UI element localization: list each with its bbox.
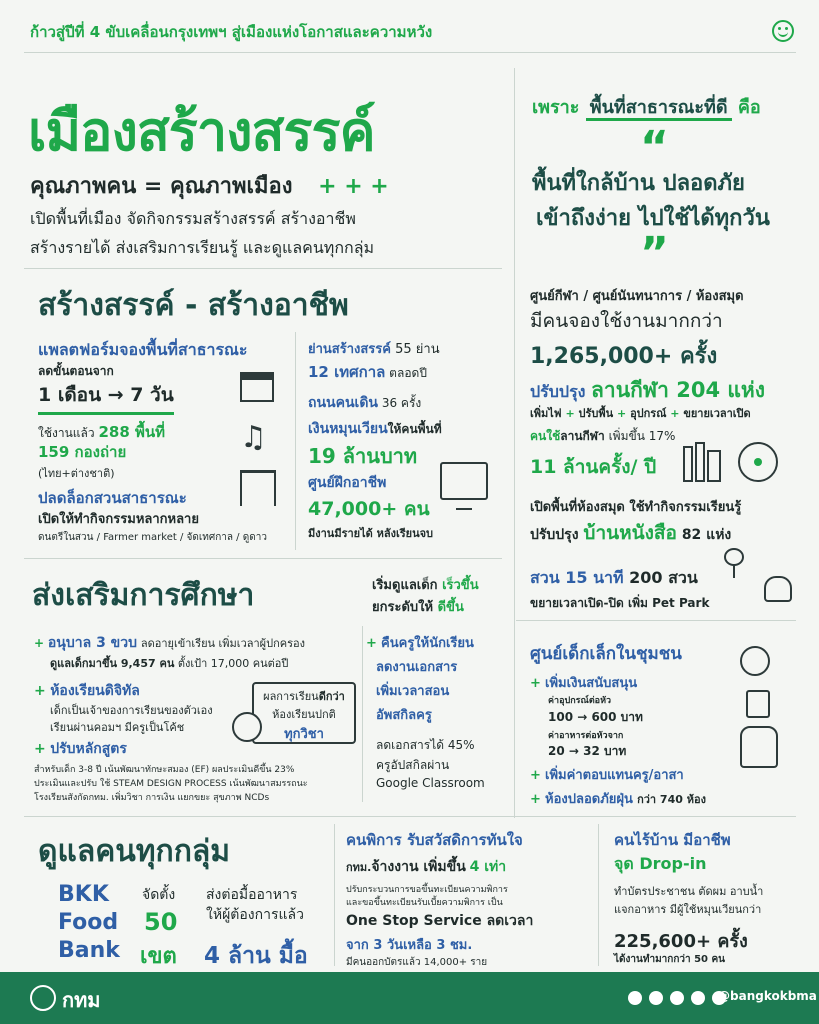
quote-line-2: เข้าถึงง่าย ไปใช้ได้ทุกวัน — [536, 206, 770, 231]
money-line: เงินหมุนเวียนให้คนพื้นที่ — [308, 421, 442, 437]
digital-desc-2: เรียนผ่านคอมฯ มีครูเป็นโค้ช — [50, 721, 185, 734]
hero-title: เมืองสร้างสรรค์ — [28, 100, 375, 163]
fields-line: ปรับปรุง ลานกีฬา 204 แห่ง — [530, 378, 766, 402]
reduce-label: ลดขั้นตอนจาก — [38, 364, 114, 378]
homeless-title: คนไร้บ้าน มีอาชีพ — [614, 831, 731, 849]
quote-open: “ — [640, 122, 669, 173]
smile-icon — [772, 20, 794, 42]
facebook-icon[interactable] — [649, 991, 663, 1005]
walk-line: ถนนคนเดิน 36 ครั้ง — [308, 395, 422, 411]
equip-value: 100 → 600 บาท — [548, 710, 643, 724]
award-ribbon-icon — [232, 712, 262, 742]
dust-rooms: + ห้องปลอดภัยฝุ่น กว่า 740 ห้อง — [530, 792, 706, 807]
teacher-3: เพิ่มเวลาสอน — [376, 684, 450, 699]
food-value: 20 → 32 บาท — [548, 744, 627, 758]
footer-logo-text: กทม — [62, 988, 101, 1012]
kinder-line: + อนุบาล 3 ขวบ ลดอายุเข้าเรียน เพิ่มเวลาผู้ปกครอง — [34, 635, 305, 651]
cards-issued: มีคนออกบัตรแล้ว 14,000+ ราย — [346, 957, 488, 968]
training-value: 47,000+ คน — [308, 498, 430, 520]
edu-note-1: สำหรับเด็ก 3-8 ปี เน้นพัฒนาทักษะสมอง (EF) ผลประเมินดีขึ้น 23% — [34, 765, 295, 775]
header-title: ก้าวสู่ปีที่ 4 ขับเคลื่อนกรุงเทพฯ สู่เมืองแห่งโอกาสและความหวัง — [30, 23, 433, 41]
fifty: 50 — [144, 908, 178, 936]
park-line: สวน 15 นาที 200 สวน — [530, 568, 698, 587]
teacher-2: ลดงานเอกสาร — [376, 660, 458, 675]
hero-desc-1: เปิดพื้นที่เมือง จัดกิจกรรมสร้างสรรค์ สร้างอาชีพ — [30, 209, 356, 228]
hire-line: กทม.จ้างงาน เพิ่มขึ้น 4 เท่า — [346, 859, 507, 875]
teacher-1: + คืนครูให้นักเรียน — [366, 636, 474, 651]
bma-logo-icon — [30, 985, 56, 1011]
bookings-label: มีคนจองใช้งานมากกว่า — [530, 310, 723, 332]
crews-note: (ไทย+ต่างชาติ) — [38, 467, 115, 480]
per-year: 11 ล้านครั้ง/ ปี — [530, 456, 657, 478]
because-line: เพราะ พื้นที่สาธารณะที่ดี คือ — [532, 92, 761, 121]
result-box: ผลการเรียนดีกว่า ห้องเรียนปกติ ทุกวิชา — [252, 682, 356, 744]
line-icon[interactable] — [691, 991, 705, 1005]
districts-line: ย่านสร้างสรรค์ 55 ย่าน — [308, 342, 440, 357]
bkk-3: Bank — [58, 938, 120, 963]
books-icon — [683, 442, 723, 482]
swing-icon — [240, 470, 276, 506]
reduce-from-to: 1 เดือน → 7 วัน — [38, 380, 174, 415]
field-improvements: เพิ่มไฟ + ปรับพื้น + อุปกรณ์ + ขยายเวลาเปิด — [530, 407, 751, 420]
doc-reduce: ลดเอกสารได้ 45% — [376, 738, 475, 752]
edu-note-3: โรงเรียนสังกัดกทม. เพิ่มวิชา การเงิน แยกขยะ สุขภาพ NCDs — [34, 793, 270, 803]
tree-icon — [722, 548, 750, 578]
deliver-2: ให้ผู้ต้องการแล้ว — [206, 907, 304, 923]
classroom: Google Classroom — [376, 776, 485, 790]
upskill: ครูอัปสกิลผ่าน — [376, 758, 450, 772]
hero-desc-2: สร้างรายได้ ส่งเสริมการเรียนรู้ และดูแลคนทุกกลุ่ม — [30, 238, 375, 257]
training-note: มีงานมีรายได้ หลังเรียนจบ — [308, 527, 434, 540]
dropin-desc-1: ทำบัตรประชาชน ตัดผม อาบน้ำ — [614, 885, 764, 898]
digital-desc-1: เด็กเป็นเจ้าของการเรียนของตัวเอง — [50, 704, 213, 717]
field-users: คนใช้ลานกีฬา เพิ่มขึ้น 17% — [530, 429, 676, 443]
book-house-line: ปรับปรุง บ้านหนังสือ 82 แห่ง — [530, 522, 732, 544]
curriculum-title: + ปรับหลักสูตร — [34, 741, 127, 757]
pet-icon — [764, 576, 792, 602]
training-label: ศูนย์ฝึกอาชีพ — [308, 475, 387, 491]
edu-note-2: ประเมินและปรับ ใช้ STEAM DESIGN PROCESS เน้นพัฒนาสมรรถนะ — [34, 779, 308, 789]
library-line: เปิดพื้นที่ห้องสมุด ใช้ทำกิจกรรมเรียนรู้ — [530, 500, 742, 515]
dropin-desc-2: แจกอาหาร มีผู้ใช้หมุนเวียนกว่า — [614, 903, 762, 916]
unlock-list: ดนตรีในสวน / Farmer market / จัดเทศกาล / ดูดาว — [38, 532, 267, 543]
park-extend: ขยายเวลาเปิด-ปิด เพิ่ม Pet Park — [530, 596, 710, 610]
kinder-care: ดูแลเด็กมาขึ้น 9,457 คน ตั้งเป้า 17,000 คนต่อปี — [50, 657, 289, 670]
process-1: ปรับกระบวนการขอขึ้นทะเบียนความพิการ — [346, 885, 508, 895]
festivals-line: 12 เทศกาล ตลอดปี — [308, 363, 427, 381]
process-2: และขอขึ้นทะเบียนรับเบี้ยความพิการ เป็น — [346, 898, 503, 908]
x-icon[interactable] — [628, 991, 642, 1005]
quote-line-1: พื้นที่ใกล้บ้าน ปลอดภัย — [532, 171, 745, 196]
start-care: เริ่มดูแลเด็ก เร็วขึ้น — [372, 578, 479, 593]
quote-close: ” — [640, 228, 669, 279]
deliver-1: ส่งต่อมื้ออาหาร — [206, 887, 298, 903]
money-value: 19 ล้านบาท — [308, 444, 418, 468]
hero-equation: คุณภาพคน = คุณภาพเมือง + + + — [30, 174, 389, 199]
teacher-4: อัพสกิลครู — [376, 708, 432, 723]
districts-unit: เขต — [140, 944, 177, 969]
sports-ball-icon — [738, 442, 778, 482]
unlock-desc: เปิดให้ทำกิจกรรมหลากหลาย — [38, 512, 199, 527]
setup-label: จัดตั้ง — [142, 887, 176, 903]
social-icons — [628, 990, 726, 1006]
education-title: ส่งเสริมการศึกษา — [32, 578, 255, 613]
teacher-pay: + เพิ่มค่าตอบแทนครู/อาสา — [530, 768, 684, 783]
childcare-title: ศูนย์เด็กเล็กในชุมชน — [530, 644, 682, 664]
food-label: ค่าอาหารต่อหัวจาก — [548, 731, 624, 741]
dropin: จุด Drop-in — [614, 854, 707, 873]
backpack-icon — [740, 726, 778, 768]
instagram-icon[interactable] — [670, 991, 684, 1005]
disabled-title: คนพิการ รับสวัสดิการทันใจ — [346, 831, 523, 849]
footer-handle[interactable]: @bangkokbma — [718, 989, 817, 1003]
subsidy: + เพิ่มเงินสนับสนุน — [530, 676, 638, 691]
platform-title: แพลตฟอร์มจองพื้นที่สาธารณะ — [38, 340, 248, 359]
dropin-count: 225,600+ ครั้ง — [614, 931, 748, 952]
one-stop: One Stop Service ลดเวลา — [346, 913, 534, 929]
venues: ศูนย์กีฬา / ศูนย์นันทนาการ / ห้องสมุด — [530, 289, 744, 304]
clapper-icon — [240, 372, 274, 402]
used-line: ใช้งานแล้ว 288 พื้นที่ — [38, 423, 166, 441]
milk-icon — [746, 690, 770, 718]
care-title: ดูแลคนทุกกลุ่ม — [38, 834, 231, 869]
footer-bar — [0, 972, 819, 1024]
equip-label: ค่าอุปกรณ์ต่อหัว — [548, 696, 612, 706]
distribute: ยกระดับให้ ดีขึ้น — [372, 600, 464, 615]
teddy-bear-icon — [740, 646, 770, 676]
bookings-value: 1,265,000+ ครั้ง — [530, 344, 718, 369]
meals: 4 ล้าน มื้อ — [204, 943, 308, 969]
digital-title: + ห้องเรียนดิจิทัล — [34, 683, 140, 699]
unlock-title: ปลดล็อกสวนสาธารณะ — [38, 489, 187, 507]
from-days: จาก 3 วันเหลือ 3 ชม. — [346, 938, 473, 953]
jobs: ได้งานทำมากกว่า 50 คน — [614, 954, 726, 965]
bkk-2: Food — [58, 910, 119, 935]
crews: 159 กองถ่าย — [38, 443, 127, 461]
music-icon: ♫ — [240, 420, 267, 455]
bkk-1: BKK — [58, 882, 109, 907]
design-monitor-icon — [440, 462, 488, 500]
career-title: สร้างสรรค์ - สร้างอาชีพ — [38, 288, 349, 323]
